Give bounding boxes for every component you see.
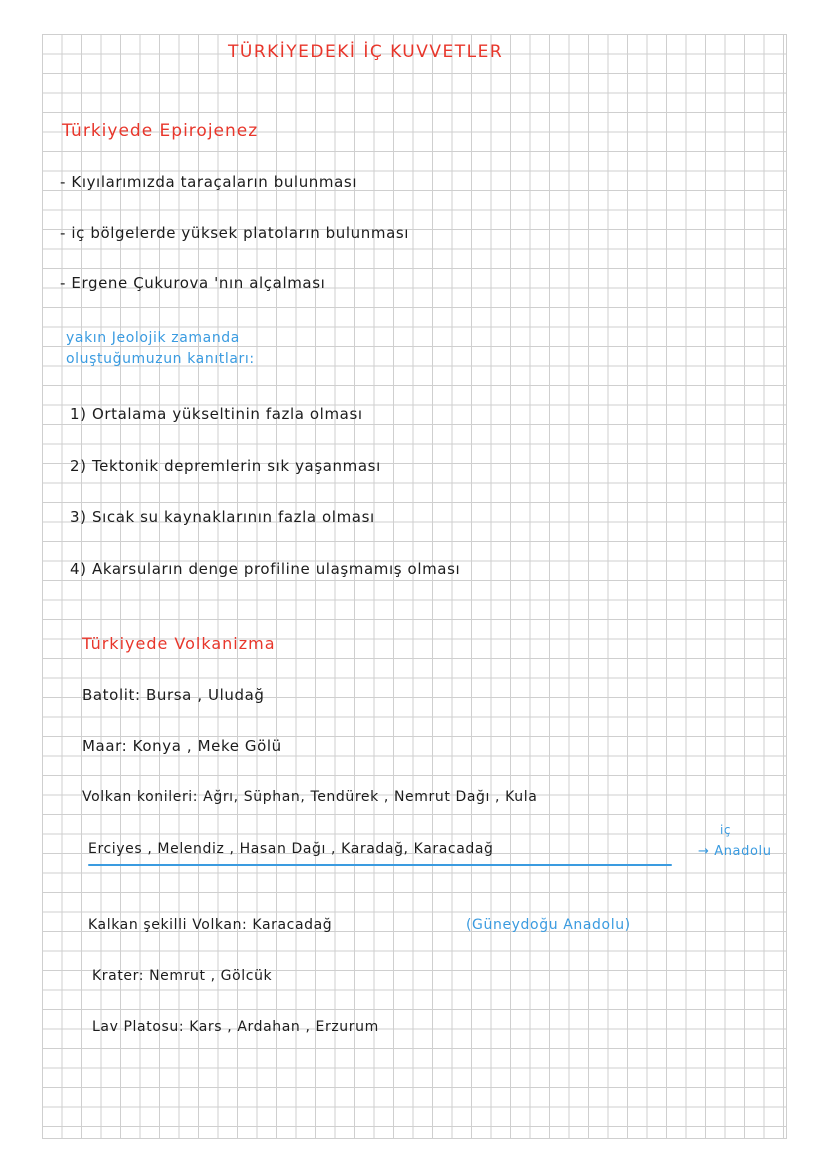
- epirogenez-item-1: - Kıyılarımızda taraçaların bulunması: [60, 173, 358, 191]
- ic-label: iç: [720, 823, 732, 837]
- epirogenez-item-2: - iç bölgelerde yüksek platoların bulunması: [60, 224, 410, 242]
- volkan-konileri-line-1: Volkan konileri: Ağrı, Süphan, Tendürek , Nemrut Dağı , Kula: [82, 789, 538, 805]
- kalkan-note: (Güneydoğu Anadolu): [466, 917, 631, 933]
- volkanizma-heading: Türkiyede Volkanizma: [82, 634, 276, 653]
- kalkan-line: Kalkan şekilli Volkan: Karacadağ: [88, 917, 333, 933]
- batolit-line: Batolit: Bursa , Uludağ: [82, 686, 265, 704]
- evidence-item-2: 2) Tektonik depremlerin sık yaşanması: [70, 457, 381, 475]
- maar-line: Maar: Konya , Meke Gölü: [82, 737, 282, 755]
- evidence-item-3: 3) Sıcak su kaynaklarının fazla olması: [70, 508, 375, 526]
- epirogenez-item-3: - Ergene Çukurova 'nın alçalması: [60, 274, 326, 292]
- page-title: TÜRKİYEDEKİ İÇ KUVVETLER: [228, 42, 504, 62]
- evidence-heading-line-1: yakın Jeolojik zamanda: [66, 330, 240, 346]
- blue-underline: [88, 864, 672, 866]
- epirogenez-heading: Türkiyede Epirojenez: [62, 121, 259, 141]
- ic-anadolu-arrow: → Anadolu: [698, 844, 772, 859]
- evidence-item-1: 1) Ortalama yükseltinin fazla olması: [70, 405, 363, 423]
- volkan-konileri-line-2: Erciyes , Melendiz , Hasan Dağı , Karadağ, Karacadağ: [88, 841, 494, 857]
- lav-platosu-line: Lav Platosu: Kars , Ardahan , Erzurum: [92, 1019, 379, 1035]
- krater-line: Krater: Nemrut , Gölcük: [92, 968, 273, 984]
- evidence-item-4: 4) Akarsuların denge profiline ulaşmamış olması: [70, 560, 461, 578]
- evidence-heading-line-2: oluştuğumuzun kanıtları:: [66, 351, 255, 367]
